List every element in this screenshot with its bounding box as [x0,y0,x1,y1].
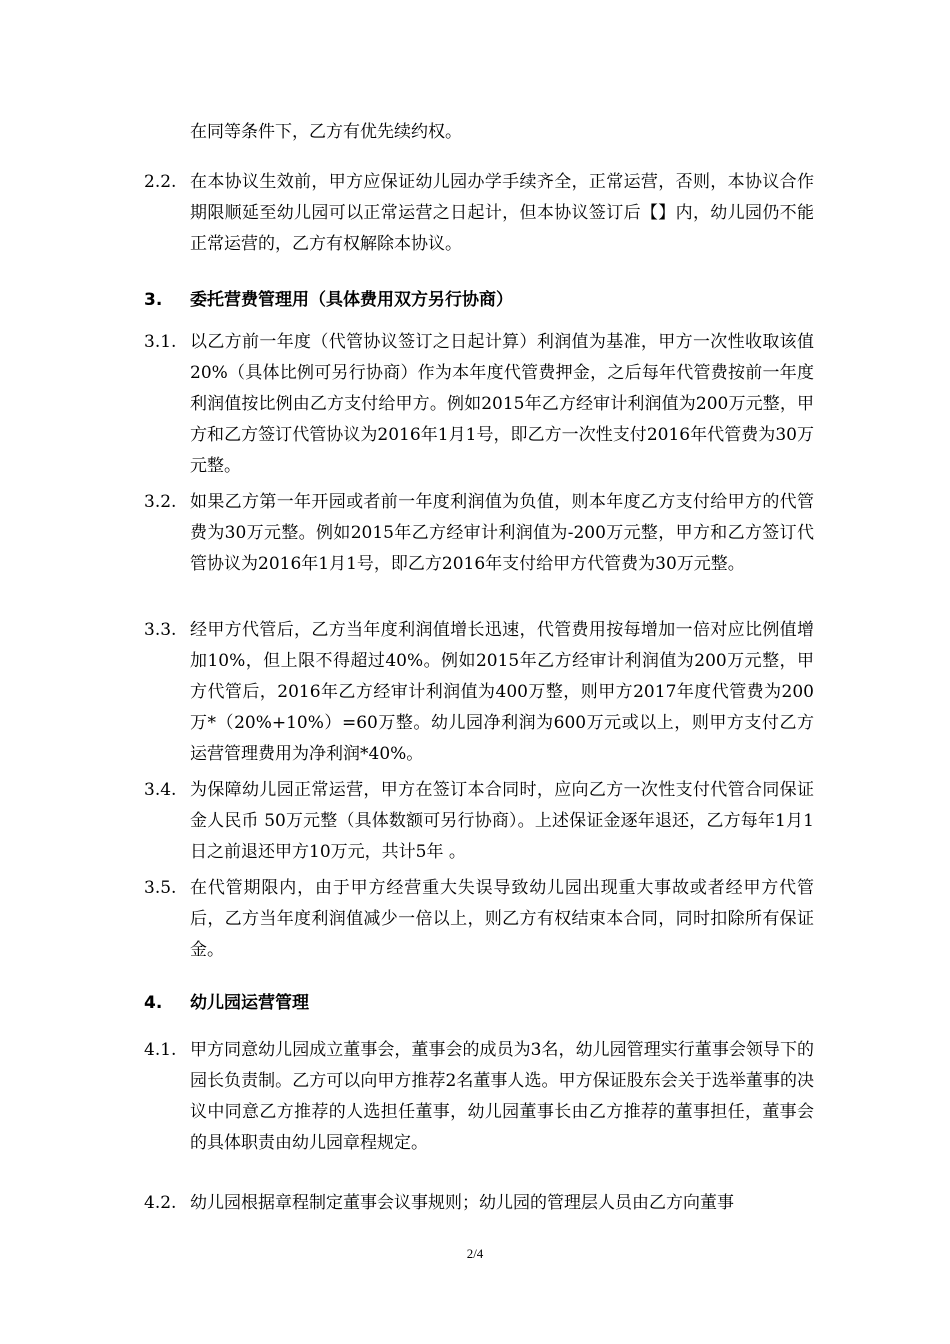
continuation-text: 在同等条件下，乙方有优先续约权。 [190,122,462,142]
section-heading-4: 4. 幼儿园运营管理 [144,993,309,1013]
clause-number: 3.2. [144,492,177,512]
section-heading-3: 3. 委托营费管理用（具体费用双方另行协商） [144,290,513,310]
clause-number: 2.2. [144,172,177,192]
clause-number: 3.1. [144,332,177,352]
clause-text: 幼儿园根据章程制定董事会议事规则；幼儿园的管理层人员由乙方向董事 [190,1193,734,1213]
clause-3-3 [144,615,814,770]
clause-3-4 [144,775,814,868]
clause-text: 以乙方前一年度（代管协议签订之日起计算）利润值为基准，甲方一次性收取该值20%（具体比例可另行协商）作为本年度代管费押金，之后每年代管费按前一年度利润值按比例由乙方支付给甲方。例如2015年乙方经审计利润值为200万元整，甲方和乙方签订代管协议为2016年1月1号，即乙方一次性支付2016年代管费为30万元整。 [190,332,814,476]
clause-4-1 [144,1035,814,1159]
clause-text: 在本协议生效前，甲方应保证幼儿园办学手续齐全，正常运营，否则，本协议合作期限顺延至幼儿园可以正常运营之日起计，但本协议签订后【】内，幼儿园仍不能正常运营的，乙方有权解除本协议。 [190,172,814,254]
clause-text: 经甲方代管后，乙方当年度利润值增长迅速，代管费用按每增加一倍对应比例值增加10%，但上限不得超过40%。例如2015年乙方经审计利润值为200万元整，甲方代管后，2016年乙方经审计利润值为400万整，则甲方2017年度代管费为200万*（20%+10%）=60万整。幼儿园净利润为600万元或以上，则甲方支付乙方运营管理费用为净利润*40%。 [190,620,814,764]
clause-text: 如果乙方第一年开园或者前一年度利润值为负值，则本年度乙方支付给甲方的代管费为30万元整。例如2015年乙方经审计利润值为-200万元整，甲方和乙方签订代管协议为2016年1月1号，即乙方2016年支付给甲方代管费为30万元整。 [190,492,814,574]
clause-number: 3.4. [144,780,177,800]
clause-text: 甲方同意幼儿园成立董事会，董事会的成员为3名，幼儿园管理实行董事会领导下的园长负责制。乙方可以向甲方推荐2名董事人选。甲方保证股东会关于选举董事的决议中同意乙方推荐的人选担任董事，幼儿园董事长由乙方推荐的董事担任，董事会的具体职责由幼儿园章程规定。 [190,1040,814,1153]
clause-number: 4.2. [144,1193,177,1213]
clause-text: 在代管期限内，由于甲方经营重大失误导致幼儿园出现重大事故或者经甲方代管后，乙方当年度利润值减少一倍以上，则乙方有权结束本合同，同时扣除所有保证金。 [190,878,814,960]
clause-3-1 [144,327,814,482]
clause-number: 3.3. [144,620,177,640]
clause-4-2 [144,1188,814,1219]
clause-2-2 [144,167,814,260]
page-number: 2/4 [466,1246,484,1261]
clause-text: 为保障幼儿园正常运营，甲方在签订本合同时，应向乙方一次性支付代管合同保证金人民币 50万元整（具体数额可另行协商）。上述保证金逐年退还，乙方每年1月1日之前退还甲方10万元，共计5年 。 [190,780,814,862]
clause-3-5 [144,873,814,966]
clause-3-2 [144,487,814,580]
clause-number: 4.1. [144,1040,177,1060]
clause-number: 3.5. [144,878,177,898]
